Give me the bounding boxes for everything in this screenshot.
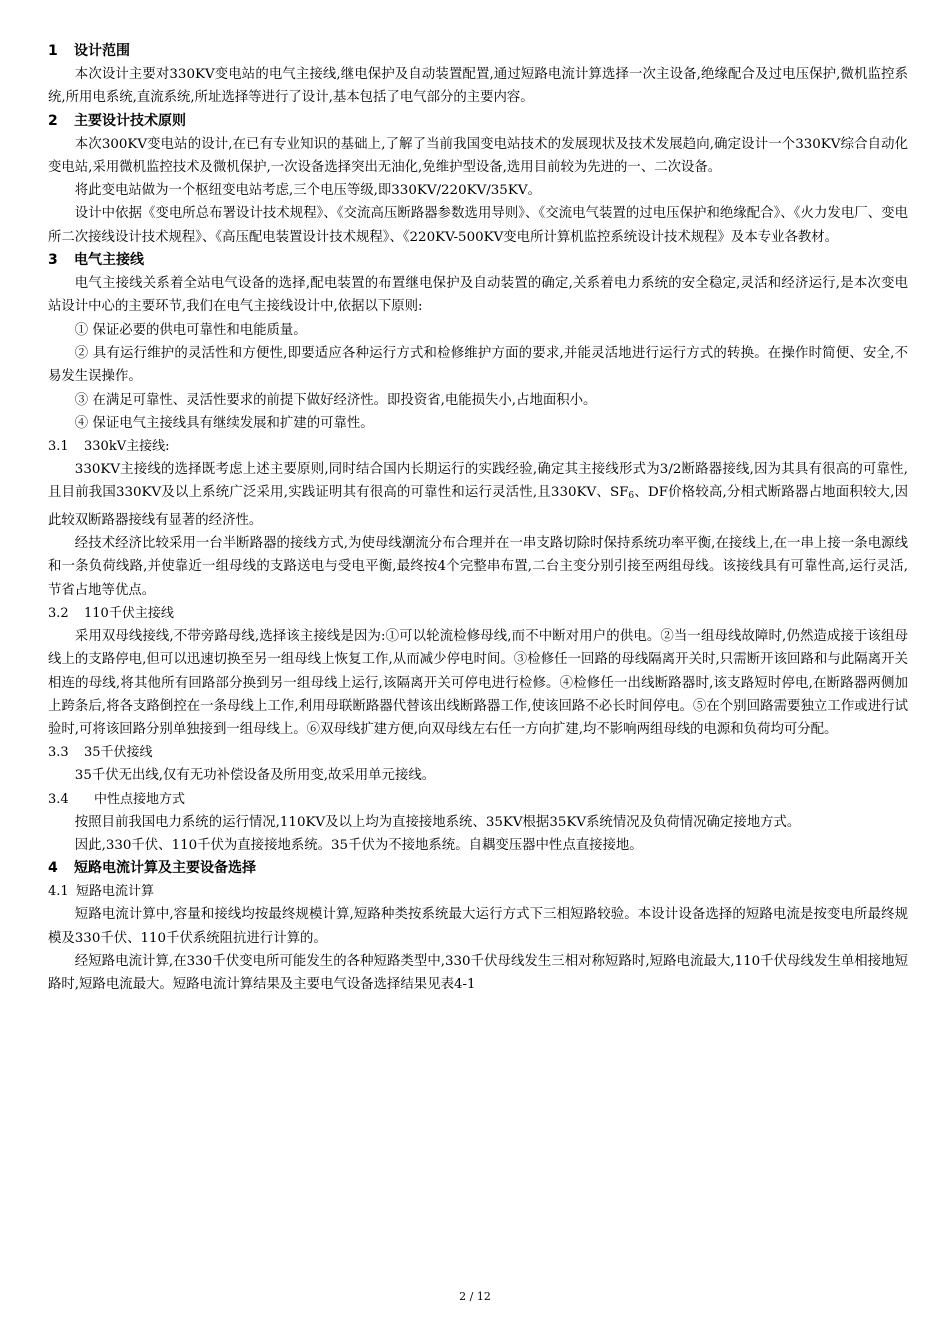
subsection-3-4-heading bbox=[48, 788, 908, 811]
paragraph: 经技术经济比较采用一台半断路器的接线方式,为使母线潮流分布合理并在一串支路切除时保持系统功率平衡,在接线上,在一串上接一条电源线和一条负荷线路,并使靠近一组母线的支路送电与受电平衡,最终按4个完整串布置,二台主变分别引接至两组母线。该接线具有可靠性高,运行灵活,节省占地等优点。 bbox=[48, 536, 908, 598]
paragraph: 本次设计主要对330KV变电站的电气主接线,继电保护及自动装置配置,通过短路电流计算选择一次主设备,绝缘配合及过电压保护,微机监控系统,所用电系统,直流系统,所址选择等进行了设计,基本包括了电气部分的主要内容。 bbox=[48, 67, 908, 106]
subsection-title: 中性点接地方式 bbox=[94, 791, 186, 807]
text-run: 330KV主接线的选择既考虑上述主要原则,同时结合国内长期运行的实践经验,确定其主接线形式为3/2断路器接线,因为其具有很高的可靠性,且目前我国330KV及以上系统广泛采用,实践证明其有很高的可靠性和运行灵活性,且330KV、SF bbox=[48, 462, 908, 501]
subsection-title: 110千伏主接线 bbox=[84, 605, 174, 621]
paragraph: 经短路电流计算,在330千伏变电所可能发生的各种短路类型中,330千伏母线发生三相对称短路时,短路电流最大,110千伏母线发生单相接地短路时,短路电流最大。短路电流计算结果及主要电气设备选择结果见表4-1 bbox=[48, 953, 908, 993]
text-run: 、DF价格较高,分相式断路器占地面积较大,因此较双断路器接线有显著的经济性。 bbox=[48, 485, 908, 528]
paragraph: 按照目前我国电力系统的运行情况,110KV及以上均为直接接地系统、35KV根据35KV系统情况及负荷情况确定接地方式。 bbox=[74, 814, 801, 830]
section-3-heading bbox=[48, 249, 908, 272]
subsection-4-1-heading bbox=[48, 880, 908, 903]
subsection-number: 3.3 bbox=[48, 745, 69, 761]
paragraph: 电气主接线关系着全站电气设备的选择,配电装置的布置继电保护及自动装置的确定,关系着电力系统的安全稳定,灵活和经济运行,是本次变电站设计中心的主要环节,我们在电气主接线设计中,依据以下原则: bbox=[48, 276, 908, 315]
paragraph: 设计中依据《变电所总布署设计技术规程》、《交流高压断路器参数选用导则》、《交流电气装置的过电压保护和绝缘配合》、《火力发电厂、变电所二次接线设计技术规程》、《高压配电装置设计技术规程》、《220KV-500KV变电所计算机监控系统设计技术规程》及本专业各教材。 bbox=[48, 206, 908, 245]
subsection-number: 4.1 bbox=[48, 884, 69, 900]
paragraph bbox=[48, 458, 908, 532]
section-number: 2 bbox=[48, 112, 58, 129]
subsection-number: 3.2 bbox=[48, 605, 69, 621]
paragraph: 采用双母线接线,不带旁路母线,选择该主接线是因为:①可以轮流检修母线,而不中断对用户的供电。②当一组母线故障时,仍然造成接于该组母线上的支路停电,但可以迅速切换至另一组母线上恢复工作,从而减少停电时间。③检修任一回路的母线隔离开关时,只需断开该回路和与此隔离开关相连的母线,将其他所有回路部分换到另一组母线上运行,该隔离开关可停电进行检修。④检修任一出线断路器时,该支路短时停电,在断路器两侧加上跨条后,将各支路倒控在一条母线上工作,利用母联断路器代替该出线断路器工作,使该回路不必长时间停电。⑤在个别回路需要独立工作或进行试验时,可将该回路分别单独接到一组母线上。⑥双母线扩建方便,向双母线左右任一方向扩建,均不影响两组母线的电源和负荷均可分配。 bbox=[48, 628, 908, 738]
subsection-title: 330kV主接线: bbox=[84, 439, 170, 455]
principle-item: ③ 在满足可靠性、灵活性要求的前提下做好经济性。即投资省,电能损失小,占地面积小。 bbox=[74, 392, 597, 408]
section-title: 设计范围 bbox=[74, 43, 130, 59]
principle-item: ① 保证必要的供电可靠性和电能质量。 bbox=[74, 322, 307, 338]
principle-item: ④ 保证电气主接线具有继续发展和扩建的可靠性。 bbox=[74, 415, 374, 431]
subsection-3-1-heading bbox=[48, 435, 908, 458]
principle-item: ② 具有运行维护的灵活性和方便性,即要适应各种运行方式和检修维护方面的要求,并能灵活地进行运行方式的转换。在操作时简便、安全,不易发生误操作。 bbox=[48, 345, 908, 385]
section-1-heading bbox=[48, 40, 908, 63]
section-number: 3 bbox=[48, 252, 58, 269]
paragraph: 短路电流计算中,容量和接线均按最终规模计算,短路种类按系统最大运行方式下三相短路较验。本设计设备选择的短路电流是按变电所最终规模及330千伏、110千伏系统阻抗进行计算的。 bbox=[48, 907, 908, 946]
section-2-heading bbox=[48, 110, 908, 133]
section-title: 短路电流计算及主要设备选择 bbox=[74, 860, 256, 877]
section-number: 1 bbox=[48, 43, 58, 59]
subsection-number: 3.4 bbox=[48, 791, 69, 807]
section-title: 主要设计技术原则 bbox=[74, 112, 186, 129]
subscript: 6 bbox=[628, 491, 635, 502]
document-page bbox=[48, 40, 908, 997]
paragraph: 35千伏无出线,仅有无功补偿设备及所用变,故采用单元接线。 bbox=[74, 768, 436, 784]
subsection-number: 3.1 bbox=[48, 439, 69, 455]
section-title: 电气主接线 bbox=[74, 252, 144, 269]
paragraph: 因此,330千伏、110千伏为直接接地系统。35千伏为不接地系统。自耦变压器中性点直接接地。 bbox=[74, 838, 643, 854]
paragraph: 本次300KV变电站的设计,在已有专业知识的基础上,了解了当前我国变电站技术的发展现状及技术发展趋向,确定设计一个330KV综合自动化变电站,采用微机监控技术及微机保护,一次设备选择突出无油化,免维护型设备,选用目前较为先进的一、二次设备。 bbox=[48, 136, 908, 175]
subsection-3-2-heading bbox=[48, 602, 908, 625]
section-number: 4 bbox=[48, 860, 58, 877]
paragraph: 将此变电站做为一个枢纽变电站考虑,三个电压等级,即330KV/220KV/35KV。 bbox=[74, 183, 541, 199]
subsection-title: 35千伏接线 bbox=[84, 745, 153, 761]
section-4-heading bbox=[48, 857, 908, 880]
subsection-3-3-heading bbox=[48, 741, 908, 764]
page-number: 2 / 12 bbox=[459, 1290, 491, 1303]
subsection-title: 短路电流计算 bbox=[76, 884, 155, 900]
